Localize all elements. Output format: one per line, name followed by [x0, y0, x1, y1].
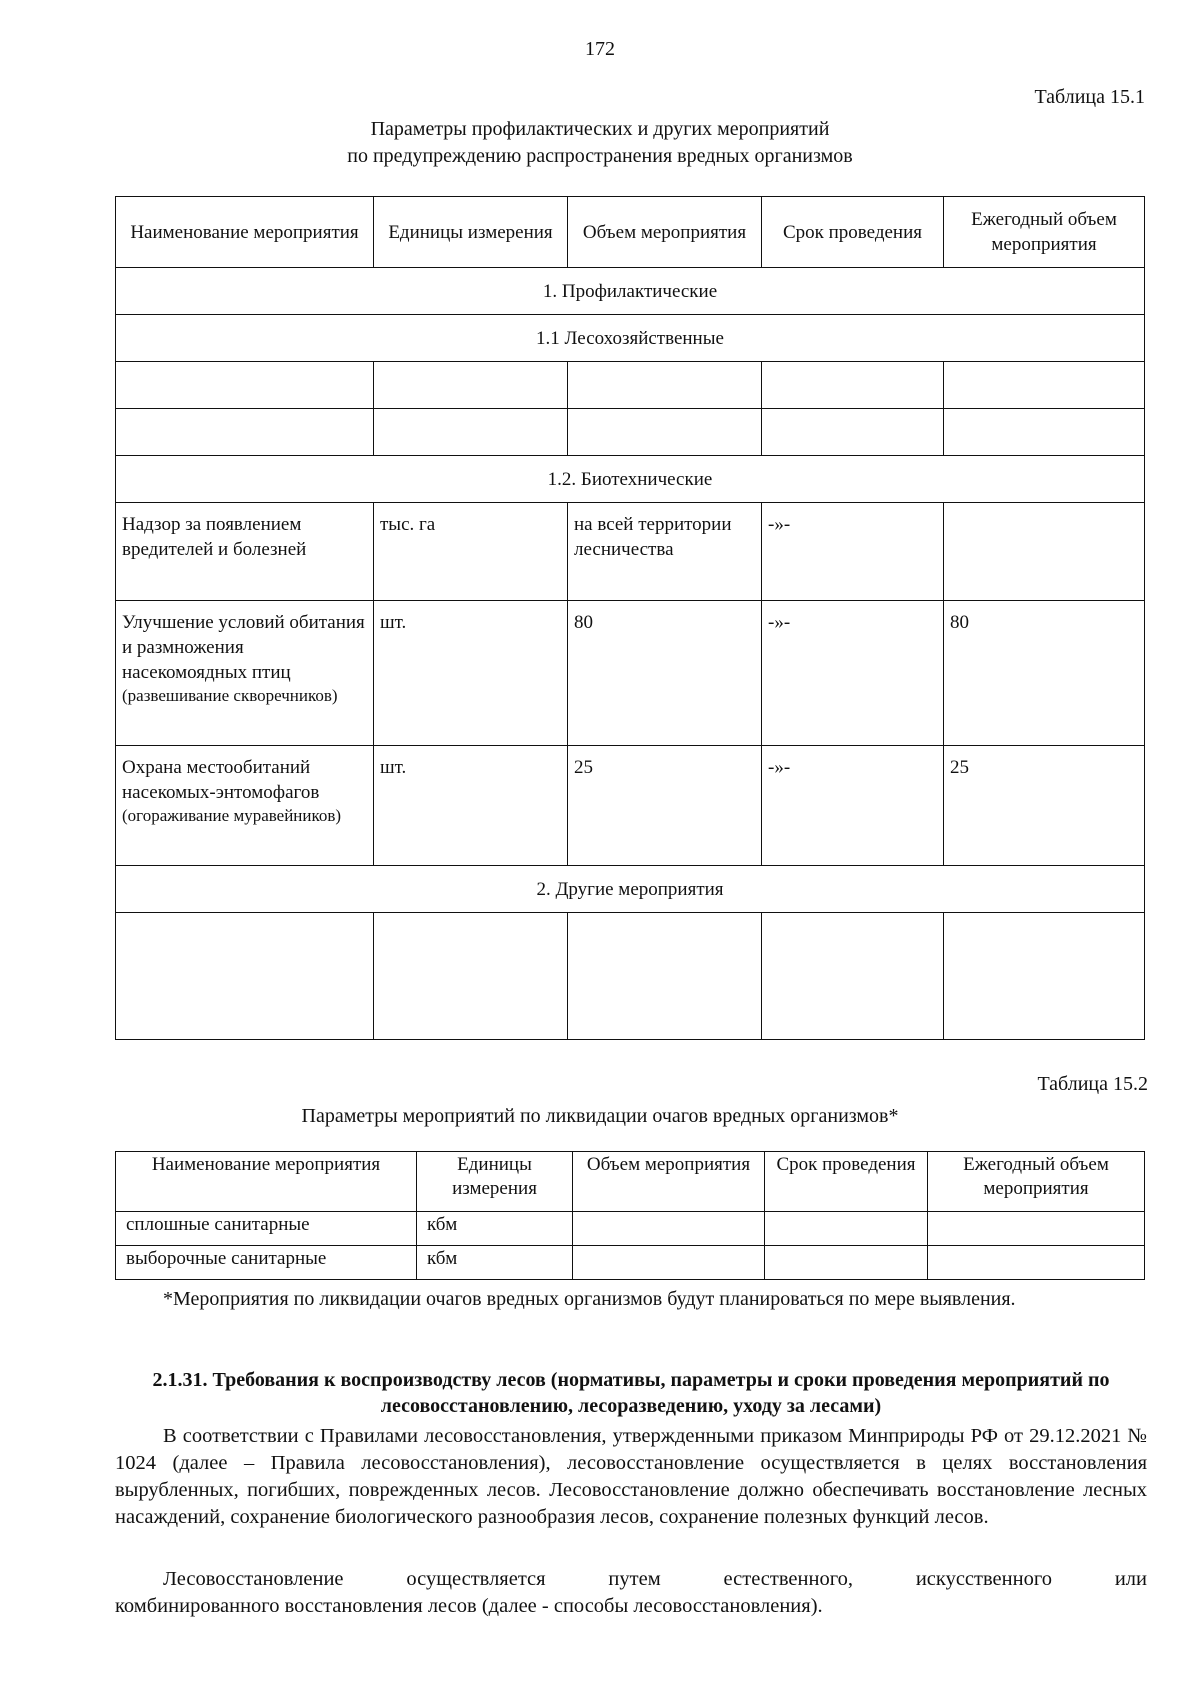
header-volume: Объем мероприятия	[568, 197, 762, 268]
header-period: Срок проведения	[762, 197, 944, 268]
cell-unit: шт.	[374, 601, 568, 746]
cell-name-note: (огораживание муравейников)	[122, 806, 342, 825]
cell-annual	[928, 1212, 1145, 1246]
empty-cell	[568, 362, 762, 409]
cell-period	[765, 1212, 928, 1246]
table-row	[116, 1212, 1145, 1246]
footnote: *Мероприятия по ликвидации очагов вредных организмов будут планироваться по мере выявления.	[163, 1288, 1016, 1310]
cell-volume: 80	[568, 601, 762, 746]
cell-name	[116, 746, 374, 866]
header-name: Наименование мероприятия	[116, 197, 374, 268]
cell-annual	[944, 503, 1145, 601]
section-heading: 2.1.31. Требования к воспроизводству лесов (нормативы, параметры и сроки проведения мероприятий по лесовосстановлению, лесоразведению, уходу за лесами)	[152, 1369, 1110, 1417]
table-row	[116, 409, 1145, 456]
cell-name	[116, 601, 374, 746]
paragraph	[115, 1566, 1147, 1620]
empty-cell	[944, 409, 1145, 456]
cell-volume	[573, 1212, 765, 1246]
section-title: 1.2. Биотехнические	[116, 456, 1145, 503]
table-header-row	[116, 197, 1145, 268]
cell-period	[765, 1246, 928, 1280]
cell-name-text: Охрана местообитаний насекомых-энтомофагов	[122, 757, 320, 803]
cell-name-note: (развешивание скворечников)	[122, 686, 338, 705]
header-volume: Объем мероприятия	[573, 1152, 765, 1212]
table-row	[116, 1246, 1145, 1280]
cell-name-text: Надзор за появлением вредителей и болезней	[122, 514, 307, 560]
table-row	[116, 503, 1145, 601]
table-15-1-label: Таблица 15.1	[1034, 86, 1145, 108]
empty-cell	[944, 913, 1145, 1040]
section-title: 1. Профилактические	[116, 268, 1145, 315]
header-annual: Ежегодный объем мероприятия	[944, 197, 1145, 268]
header-unit: Единицы измерения	[417, 1152, 573, 1212]
cell-period: -»-	[762, 601, 944, 746]
table-15-2	[115, 1151, 1145, 1280]
section-row	[116, 456, 1145, 503]
table-row	[116, 913, 1145, 1040]
section-row	[116, 315, 1145, 362]
cell-period: -»-	[762, 746, 944, 866]
paragraph-line: комбинированного восстановления лесов (далее - способы лесовосстановления).	[115, 1595, 823, 1617]
cell-volume: 25	[568, 746, 762, 866]
empty-cell	[374, 913, 568, 1040]
empty-cell	[374, 362, 568, 409]
empty-cell	[116, 409, 374, 456]
section-title: 2. Другие мероприятия	[116, 866, 1145, 913]
empty-cell	[762, 913, 944, 1040]
empty-cell	[762, 362, 944, 409]
table-row	[116, 362, 1145, 409]
table-15-2-title: Параметры мероприятий по ликвидации очагов вредных организмов*	[301, 1105, 899, 1127]
cell-period: -»-	[762, 503, 944, 601]
section-row	[116, 268, 1145, 315]
header-unit: Единицы измерения	[374, 197, 568, 268]
empty-cell	[116, 362, 374, 409]
cell-name	[116, 503, 374, 601]
table-row	[116, 746, 1145, 866]
table-row	[116, 601, 1145, 746]
cell-volume: на всей территории лесничества	[568, 503, 762, 601]
empty-cell	[568, 913, 762, 1040]
header-annual: Ежегодный объем мероприятия	[928, 1152, 1145, 1212]
cell-unit: кбм	[417, 1246, 573, 1280]
table-15-1-title-line2: по предупреждению распространения вредных организмов	[347, 145, 853, 167]
table-15-1-title-line1: Параметры профилактических и других мероприятий	[370, 118, 830, 140]
cell-name: сплошные санитарные	[116, 1212, 417, 1246]
empty-cell	[116, 913, 374, 1040]
header-name: Наименование мероприятия	[116, 1152, 417, 1212]
table-15-1-title	[0, 116, 1200, 170]
paragraph-line: Лесовосстановление осуществляется путем естественного, искусственного или	[163, 1568, 1147, 1590]
empty-cell	[374, 409, 568, 456]
cell-unit: кбм	[417, 1212, 573, 1246]
section-title: 1.1 Лесохозяйственные	[116, 315, 1145, 362]
empty-cell	[568, 409, 762, 456]
table-header-row	[116, 1152, 1145, 1212]
cell-unit: тыс. га	[374, 503, 568, 601]
cell-annual	[928, 1246, 1145, 1280]
cell-annual: 25	[944, 746, 1145, 866]
empty-cell	[762, 409, 944, 456]
cell-volume	[573, 1246, 765, 1280]
paragraph: В соответствии с Правилами лесовосстановления, утвержденными приказом Минприроды РФ от 29.12.2021 № 1024 (далее – Правила лесовосстановления), лесовосстановление осуществляется в целях восстановления вырубленных, погибших, поврежденных лесов. Лесовосстановление должно обеспечивать восстановление лесных насаждений, сохранение биологического разнообразия лесов, сохранение полезных функций лесов.	[115, 1425, 1147, 1528]
section-row	[116, 866, 1145, 913]
table-15-2-label: Таблица 15.2	[1037, 1073, 1148, 1095]
cell-unit: шт.	[374, 746, 568, 866]
table-15-1	[115, 196, 1145, 1040]
header-period: Срок проведения	[765, 1152, 928, 1212]
cell-annual: 80	[944, 601, 1145, 746]
cell-name: выборочные санитарные	[116, 1246, 417, 1280]
page-number: 172	[585, 38, 615, 60]
cell-name-text: Улучшение условий обитания и размножения насекомоядных птиц	[122, 612, 365, 683]
empty-cell	[944, 362, 1145, 409]
